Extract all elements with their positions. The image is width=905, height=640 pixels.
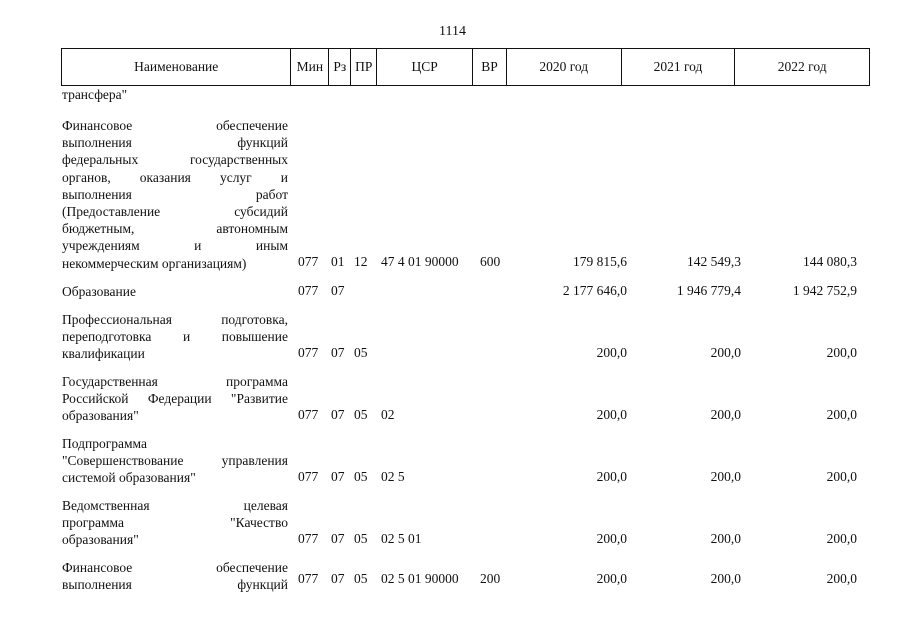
row-name: Профессиональная подготовка, переподготовка и повышение квалификации — [62, 312, 288, 362]
page-number: 1114 — [439, 24, 466, 39]
cell-min: 077 — [298, 531, 319, 546]
cell-rz: 07 — [331, 469, 345, 484]
cell-2021: 1 946 779,4 — [676, 283, 741, 298]
cell-2022: 200,0 — [826, 531, 857, 546]
cell-rz: 07 — [331, 283, 345, 298]
cell-2020: 200,0 — [596, 469, 627, 484]
cell-csr: 47 4 01 90000 — [381, 254, 459, 269]
cell-rz: 07 — [331, 571, 345, 586]
cell-2020: 2 177 646,0 — [562, 283, 627, 298]
cell-pr: 05 — [354, 469, 368, 484]
cell-csr: 02 5 — [381, 469, 405, 484]
header-rz: Рз — [329, 49, 351, 85]
table-header — [61, 48, 870, 86]
row-name: Образование — [62, 284, 136, 299]
cell-2022: 200,0 — [826, 571, 857, 586]
row-name: Подпрограмма "Совершенствование управления системой образования" — [62, 436, 288, 486]
row-name: Финансовое обеспечение выполнения функций — [62, 560, 288, 593]
cell-rz: 01 — [331, 254, 345, 269]
cell-rz: 07 — [331, 407, 345, 422]
cell-rz: 07 — [331, 531, 345, 546]
cell-min: 077 — [298, 254, 319, 269]
cell-csr: 02 — [381, 407, 395, 422]
cell-min: 077 — [298, 407, 319, 422]
cell-2022: 1 942 752,9 — [792, 283, 857, 298]
header-2020: 2020 год — [507, 49, 622, 85]
row-name: Государственная программа Российской Федерации "Развитие образования" — [62, 374, 288, 424]
cell-2022: 200,0 — [826, 345, 857, 360]
header-2022: 2022 год — [777, 59, 827, 74]
cell-2021: 200,0 — [710, 531, 741, 546]
cell-2021: 142 549,3 — [687, 254, 741, 269]
cell-min: 077 — [298, 571, 319, 586]
header-csr: ЦСР — [377, 49, 473, 85]
cell-2021: 200,0 — [710, 469, 741, 484]
cell-2021: 200,0 — [710, 345, 741, 360]
header-2021: 2021 год — [622, 49, 736, 85]
header-name: Наименование — [62, 49, 291, 85]
cell-pr: 05 — [354, 571, 368, 586]
cell-min: 077 — [298, 469, 319, 484]
cell-2020: 179 815,6 — [573, 254, 627, 269]
row-name: трансфера" — [62, 87, 128, 102]
cell-vr: 600 — [480, 254, 501, 269]
header-pr: ПР — [351, 49, 377, 85]
cell-min: 077 — [298, 345, 319, 360]
cell-csr: 02 5 01 — [381, 531, 422, 546]
header-vr: ВР — [473, 49, 507, 85]
header-min: Мин — [291, 49, 329, 85]
cell-2021: 200,0 — [710, 571, 741, 586]
cell-rz: 07 — [331, 345, 345, 360]
cell-2020: 200,0 — [596, 571, 627, 586]
cell-2022: 144 080,3 — [803, 254, 857, 269]
cell-pr: 05 — [354, 407, 368, 422]
cell-2020: 200,0 — [596, 345, 627, 360]
row-name: Финансовое обеспечение выполнения функций федеральных государственных органов, оказания услуг и выполнения работ (Предоставление субсидий бюджетным, автономным учреждениям и иным некоммерческим организациям) — [62, 118, 288, 271]
cell-2020: 200,0 — [596, 531, 627, 546]
cell-min: 077 — [298, 283, 319, 298]
cell-2022: 200,0 — [826, 407, 857, 422]
cell-vr: 200 — [480, 571, 501, 586]
cell-2020: 200,0 — [596, 407, 627, 422]
row-name: Ведомственная целевая программа "Качество образования" — [62, 498, 288, 548]
cell-csr: 02 5 01 90000 — [381, 571, 459, 586]
cell-pr: 05 — [354, 531, 368, 546]
cell-pr: 12 — [354, 254, 368, 269]
cell-2021: 200,0 — [710, 407, 741, 422]
cell-pr: 05 — [354, 345, 368, 360]
cell-2022: 200,0 — [826, 469, 857, 484]
